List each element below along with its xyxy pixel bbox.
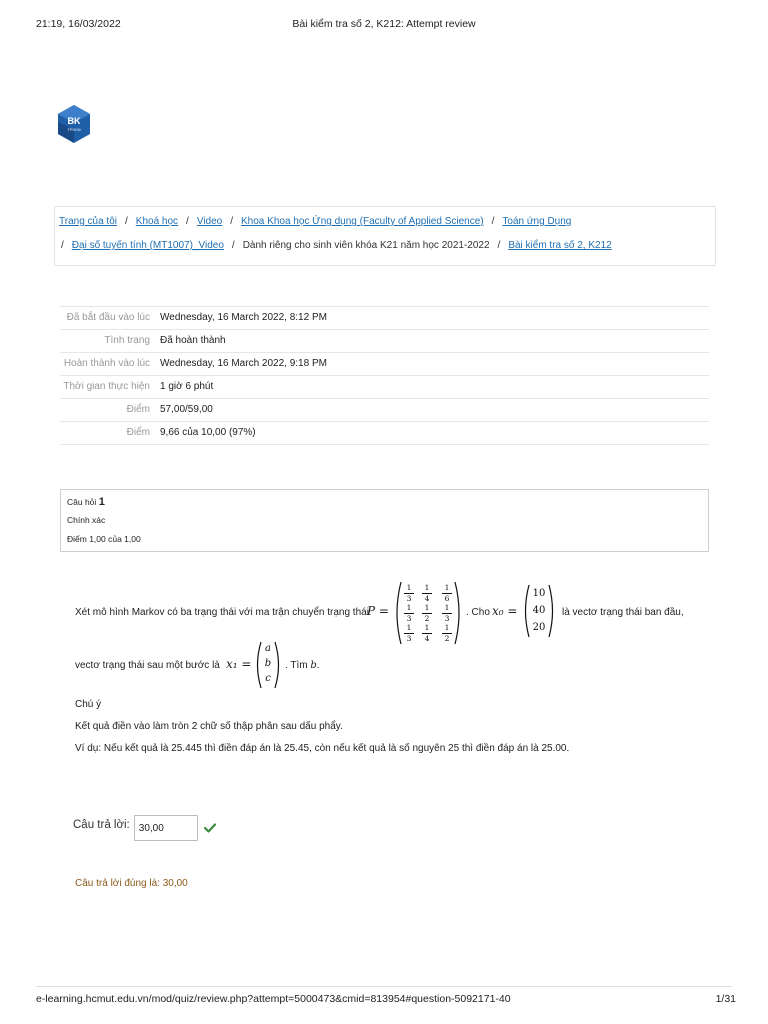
vector-entry: 10 xyxy=(532,588,546,599)
breadcrumb-separator: / xyxy=(186,216,189,227)
breadcrumb-separator: / xyxy=(61,240,64,251)
fraction-denominator: 2 xyxy=(444,634,450,643)
attempt-summary-table xyxy=(60,306,709,445)
fraction-denominator: 3 xyxy=(406,614,412,623)
fraction-denominator: 3 xyxy=(444,614,450,623)
breadcrumb-item[interactable]: Bài kiểm tra số 2, K212 xyxy=(508,240,612,251)
summary-row xyxy=(60,330,709,353)
summary-value: 9,66 của 10,00 (97%) xyxy=(160,427,256,438)
fraction-numerator: 1 xyxy=(424,623,430,632)
correct-answer-feedback: Câu trả lời đúng là: 30,00 xyxy=(75,878,188,889)
summary-label: Thời gian thực hiện xyxy=(63,381,150,392)
summary-value: Wednesday, 16 March 2022, 9:18 PM xyxy=(160,358,327,369)
note-rounding: Kết quả điền vào làm tròn 2 chữ số thập phân sau dấu phẩy. xyxy=(75,721,343,732)
breadcrumb-separator: / xyxy=(497,240,501,251)
vector-entry: b xyxy=(264,658,272,669)
fraction-numerator: 1 xyxy=(444,623,450,632)
vector-entry: a xyxy=(265,643,271,654)
answer-label: Câu trả lời: xyxy=(73,819,130,831)
print-datetime: 21:19, 16/03/2022 xyxy=(36,18,121,30)
breadcrumb-line-2 xyxy=(59,240,707,251)
breadcrumb-item: Dành riêng cho sinh viên khóa K21 năm học 2021-2022 xyxy=(242,240,490,251)
question-number xyxy=(67,496,105,508)
matrix-cell xyxy=(404,624,414,643)
note-title: Chú ý xyxy=(75,699,102,710)
summary-row xyxy=(60,353,709,376)
check-icon xyxy=(204,823,216,833)
matrix-cell xyxy=(442,604,452,623)
summary-label: Điểm xyxy=(126,427,150,438)
initial-vector xyxy=(522,583,556,639)
logo-text: BK xyxy=(67,116,81,126)
summary-row xyxy=(60,376,709,399)
fraction-numerator: 1 xyxy=(424,583,430,592)
summary-value: Wednesday, 16 March 2022, 8:12 PM xyxy=(160,312,327,323)
p-symbol: P = xyxy=(367,604,389,618)
find-variable: b xyxy=(310,660,317,671)
matrix-cell xyxy=(422,604,432,623)
find-end: . xyxy=(316,660,320,671)
breadcrumb-separator: / xyxy=(491,216,495,227)
logo-subtext: TP.HCM xyxy=(67,128,81,132)
summary-label: Hoàn thành vào lúc xyxy=(63,358,150,369)
summary-value: 57,00/59,00 xyxy=(160,404,213,415)
breadcrumb-item[interactable]: Đại số tuyến tính (MT1007)_Video xyxy=(71,240,224,251)
answer-input[interactable] xyxy=(134,815,198,841)
matrix-cell xyxy=(404,604,414,623)
site-brand[interactable] xyxy=(56,102,267,146)
fraction-denominator: 2 xyxy=(424,614,430,623)
answer-row xyxy=(73,815,216,841)
page-url: e-learning.hcmut.edu.vn/mod/quiz/review.php?attempt=5000473&cmid=813954#question-5092171-40 xyxy=(36,993,511,1005)
breadcrumb-item[interactable]: Trang của tôi xyxy=(59,216,117,227)
breadcrumb xyxy=(54,206,716,266)
breadcrumb-separator: / xyxy=(230,216,234,227)
x0-symbol: x₀ = xyxy=(492,604,518,618)
result-vector xyxy=(254,640,282,690)
vector-entry: 40 xyxy=(532,605,546,616)
cho-text: . Cho xyxy=(466,607,490,618)
transition-matrix xyxy=(392,580,464,646)
fraction-denominator: 3 xyxy=(406,634,412,643)
matrix-cell xyxy=(422,624,432,643)
fraction-numerator: 1 xyxy=(406,603,412,612)
fraction-denominator: 4 xyxy=(424,594,430,603)
matrix-cell xyxy=(404,584,414,603)
fraction-numerator: 1 xyxy=(406,583,412,592)
fraction-numerator: 1 xyxy=(424,603,430,612)
fraction-denominator: 3 xyxy=(406,594,412,603)
matrix-cell xyxy=(442,584,452,603)
summary-row xyxy=(60,307,709,330)
breadcrumb-item[interactable]: Khoa Khoa học Ứng dụng (Faculty of Applied Science) xyxy=(241,216,484,227)
print-header xyxy=(0,18,768,32)
vector-entry: c xyxy=(265,673,271,684)
breadcrumb-item[interactable]: Khoá học xyxy=(135,216,179,227)
matrix-cell xyxy=(422,584,432,603)
site-name: BÁCH KHOA E-LEARNING xyxy=(100,116,268,132)
print-doc-title: Bài kiểm tra số 2, K212: Attempt review xyxy=(292,18,476,30)
footer-divider xyxy=(36,986,732,987)
find-label: . Tìm xyxy=(285,660,308,671)
question-intro: Xét mô hình Markov có ba trạng thái với ma trận chuyển trạng thái xyxy=(75,607,369,618)
summary-value: Đã hoàn thành xyxy=(160,335,226,346)
find-text xyxy=(285,660,320,671)
question-grade: Điểm 1,00 của 1,00 xyxy=(67,534,141,544)
breadcrumb-line-1 xyxy=(59,216,707,227)
summary-row xyxy=(60,399,709,422)
summary-row xyxy=(60,422,709,445)
x1-symbol: x₁ = xyxy=(226,657,252,671)
fraction-denominator: 6 xyxy=(444,594,450,603)
question-info xyxy=(60,489,709,552)
x0-description: là vectơ trạng thái ban đầu, xyxy=(562,607,684,618)
fraction-numerator: 1 xyxy=(444,603,450,612)
summary-label: Tình trạng xyxy=(104,335,150,346)
fraction-numerator: 1 xyxy=(444,583,450,592)
bk-logo-icon xyxy=(56,104,92,144)
summary-label: Điểm xyxy=(126,404,150,415)
breadcrumb-separator: / xyxy=(231,240,235,251)
vector-entry: 20 xyxy=(532,622,546,633)
fraction-numerator: 1 xyxy=(406,623,412,632)
breadcrumb-separator: / xyxy=(125,216,128,227)
summary-label: Đã bắt đầu vào lúc xyxy=(66,312,150,323)
matrix-cell xyxy=(442,624,452,643)
question-state: Chính xác xyxy=(67,515,106,525)
page-number: 1/31 xyxy=(715,993,736,1005)
breadcrumb-item[interactable]: Toán ứng Dụng xyxy=(502,216,572,227)
question-line-2: vectơ trạng thái sau một bước là xyxy=(75,660,220,671)
question-number-label: Câu hỏi xyxy=(67,497,97,507)
question-number-value: 1 xyxy=(98,496,105,508)
breadcrumb-item[interactable]: Video xyxy=(196,216,223,227)
note-example: Ví dụ: Nếu kết quả là 25.445 thì điền đáp án là 25.45, còn nếu kết quả là số nguyên 25 thì điền đáp án là 25.00. xyxy=(75,743,570,754)
fraction-denominator: 4 xyxy=(424,634,430,643)
summary-value: 1 giờ 6 phút xyxy=(160,381,214,392)
